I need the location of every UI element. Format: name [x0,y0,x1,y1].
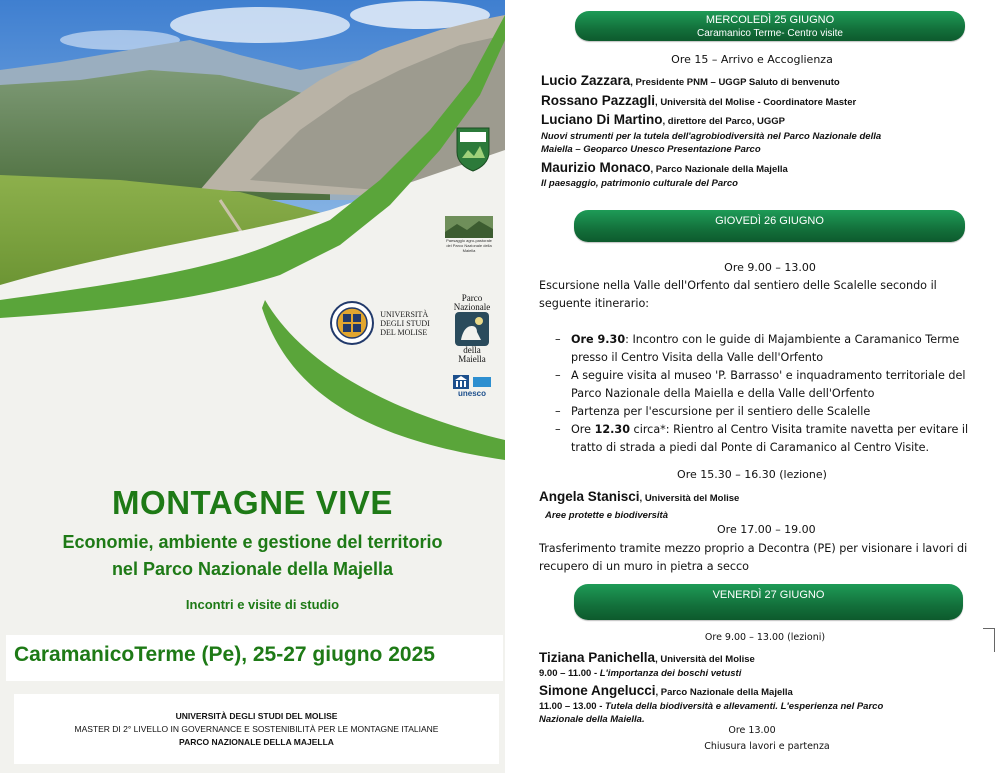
itinerary-item [539,421,979,457]
parco-line-2: Nazionale [453,302,491,312]
speaker-pazzagli [541,92,856,110]
speaker-role: , Parco Nazionale della Majella [650,164,788,175]
main-title: MONTAGNE VIVE [112,484,393,521]
itinerary-text: Partenza per l'escursione per il sentiero delle Scalelle [571,405,871,418]
speaker-name: Lucio Zazzara [541,73,631,88]
speaker-role: , Università del Molise [655,654,755,665]
speaker-name: Rossano Pazzagli [541,93,656,108]
unimol-line-1: UNIVERSITÀ [380,309,429,319]
unimol-line-3: DEL MOLISE [380,327,428,337]
speaker-monaco [541,159,788,177]
speaker-stanisci [539,488,739,506]
itinerary-item [539,367,979,403]
speaker-angelucci [539,682,793,700]
speaker-di-martino [541,111,785,129]
day1-title: MERCOLEDÌ 25 GIUGNO [705,14,835,26]
itinerary-text: : Incontro con le guide di Majambiente a Caramanico Terme presso il Centro Visita della Valle dell'Orfento [571,333,960,364]
day-header-thursday [574,210,965,242]
itinerary-time: 12.30 [594,423,630,436]
crop-mark [983,628,995,652]
slot-angelucci [539,700,883,713]
itinerary-item [539,331,979,367]
speaker-name: Luciano Di Martino [541,112,663,127]
speaker-role: , Università del Molise - Coordinatore Master [655,97,857,108]
speaker-role: , Università del Molise [639,493,740,504]
incontri-subheading: Incontri e visite di studio [185,597,340,612]
paesaggio-logo-caption: Paesaggio agro-pastorale del Parco Nazionale della Maiella [446,237,492,253]
day-header-friday [574,584,963,620]
parco-maiella-logo [448,290,496,368]
organizers-credits [14,694,499,764]
speaker-name: Simone Angelucci [539,683,656,698]
day2-time-morning: Ore 9.00 – 13.00 [724,261,816,274]
decorative-green-swoosh [0,0,505,460]
parco-line-1: Parco [461,293,483,303]
day3-closing: Chiusura lavori e partenza [704,741,830,752]
itinerary-text: circa*: Rientro al Centro Visita tramite navetta per evitare il tratto di strada a piedi dal Ponte di Caramanico al Centro Visite. [571,423,969,454]
slot-panichella [539,667,741,680]
credits-university: UNIVERSITÀ DEGLI STUDI DEL MOLISE [175,711,338,721]
itinerary-text: A seguire visita al museo 'P. Barrasso' e inquadramento territoriale del Parco Nazionale della Maiella e della Valle dell'Orfento [571,369,966,400]
speaker-role: , direttore del Parco, UGGP [662,116,785,127]
speaker-role: , Presidente PNM – UGGP Saluto di benvenuto [630,77,840,88]
unimol-seal-icon [330,301,374,345]
subtitle-line-2: nel Parco Nazionale della Majella [111,559,394,579]
place-and-dates: CaramanicoTerme (Pe), 25-27 giugno 2025 [6,635,503,681]
itinerary-item [539,403,979,421]
chamois-icon [455,312,489,346]
slot-angelucci-line-2: Nazionale della Maiella. [539,714,645,725]
unesco-label: unesco [457,388,486,398]
talk-di-martino-line-2: Maiella – Geoparco Unesco Presentazione Parco [541,144,761,155]
day3-time-morning: Ore 9.00 – 13.00 (lezioni) [704,632,826,643]
wildlife-research-center-logo [452,122,494,174]
itinerary-prefix: Ore [571,423,595,436]
parco-line-4: Maiella [458,354,486,364]
day1-location: Caramanico Terme- Centro visite [697,28,843,39]
slot-time: 9.00 – 11.00 - [539,668,598,679]
day3-time-closing: Ore 13.00 [728,725,776,736]
speaker-zazzara [541,72,840,90]
unimol-logo [330,300,430,346]
day2-time-lesson: Ore 15.30 – 16.30 (lezione) [677,468,827,481]
parco-line-3: della [463,345,481,355]
credits-master: MASTER DI 2° LIVELLO IN GOVERNANCE E SOSTENIBILITÀ PER LE MONTAGNE ITALIANE [74,724,439,734]
subtitle-line-1: Economie, ambiente e gestione del territorio [62,532,443,552]
day1-arrival: Ore 15 – Arrivo e Accoglienza [671,53,833,66]
slot-time: 11.00 – 13.00 - [539,701,603,712]
programme-panel [505,0,999,773]
speaker-role: , Parco Nazionale della Majella [655,687,793,698]
talk-monaco: Il paesaggio, patrimonio culturale del Parco [541,178,738,189]
slot-talk: L'importanza dei boschi vetusti [599,668,742,679]
itinerary-list [539,331,979,457]
speaker-name: Tiziana Panichella [539,650,656,665]
slot-talk: Tutela della biodiversità e allevamenti. L'esperienza nel Parco [605,701,884,712]
talk-stanisci: Aree protette e biodiversità [545,510,669,521]
speaker-panichella [539,649,755,667]
unesco-temple-icon [453,375,491,389]
day2-transfer: Trasferimento tramite mezzo proprio a Decontra (PE) per visionare i lavori di recupero di un muro in pietra a secco [539,542,968,573]
credits-park: PARCO NAZIONALE DELLA MAJELLA [179,737,334,747]
day2-time-afternoon: Ore 17.00 – 19.00 [717,523,816,536]
speaker-name: Angela Stanisci [539,489,640,504]
paesaggio-agropastorale-logo [444,214,494,254]
day2-title: GIOVEDÌ 26 GIUGNO [715,215,824,227]
day2-excursion-intro: Escursione nella Valle dell'Orfento dal sentiero delle Scalelle secondo il seguente itinerario: [539,279,937,310]
itinerary-time: Ore 9.30 [571,333,626,346]
day3-title: VENERDÌ 27 GIUGNO [712,589,825,601]
unesco-logo [448,368,496,404]
day-header-wednesday [575,11,965,41]
speaker-name: Maurizio Monaco [541,160,651,175]
unimol-line-2: DEGLI STUDI [380,318,430,328]
talk-di-martino-line-1: Nuovi strumenti per la tutela dell'agrobiodiversità nel Parco Nazionale della [541,131,882,142]
